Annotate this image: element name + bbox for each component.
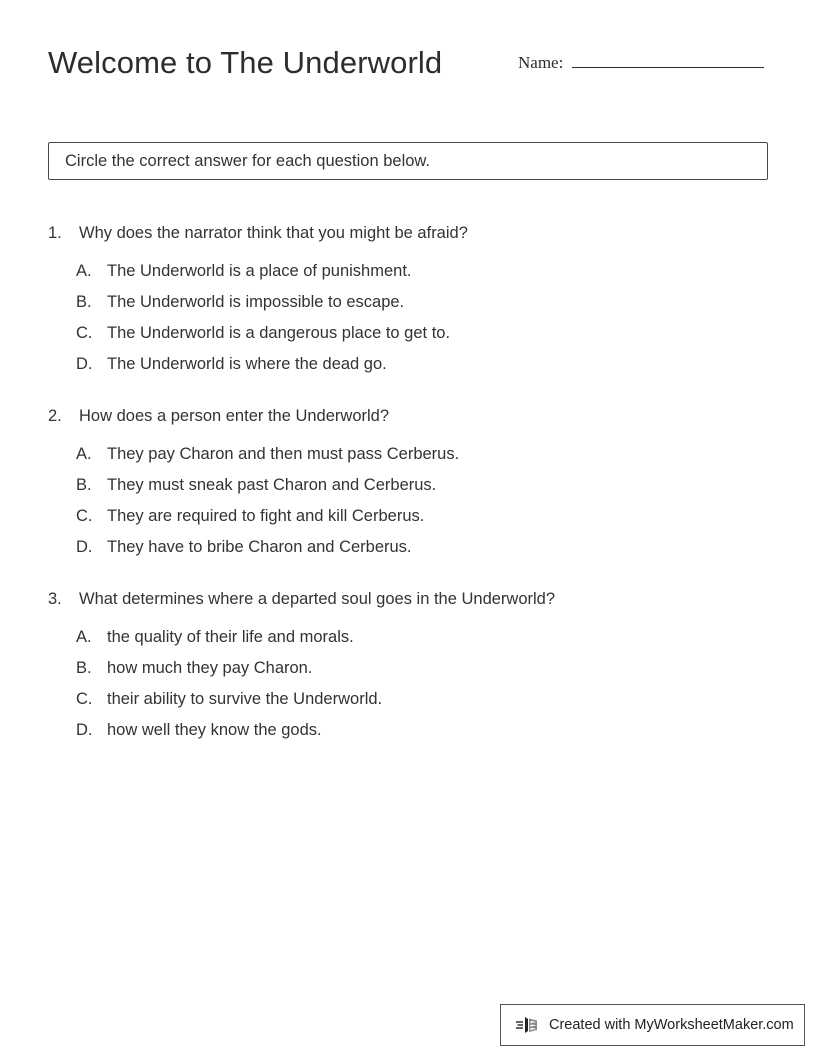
option-letter: C. <box>76 324 93 342</box>
answer-option[interactable] <box>76 442 778 466</box>
worksheet-maker-logo-icon <box>516 1014 540 1036</box>
name-input-line[interactable] <box>572 53 764 68</box>
option-text: They are required to fight and kill Cerberus. <box>107 507 425 525</box>
name-label: Name: <box>518 53 564 72</box>
option-text: They pay Charon and then must pass Cerberus. <box>107 445 460 463</box>
question-row <box>48 403 778 429</box>
worksheet-header <box>48 44 768 92</box>
option-letter: B. <box>76 659 92 677</box>
option-text: They have to bribe Charon and Cerberus. <box>107 538 412 556</box>
answer-option[interactable] <box>76 687 778 711</box>
question-block <box>48 403 778 559</box>
page-title: Welcome to The Underworld <box>48 45 443 80</box>
option-text: They must sneak past Charon and Cerberus. <box>107 476 437 494</box>
worksheet-maker-badge[interactable] <box>500 1004 805 1046</box>
answer-option[interactable] <box>76 656 778 680</box>
option-letter: D. <box>76 538 93 556</box>
option-text: The Underworld is a dangerous place to get to. <box>107 324 451 342</box>
option-text: The Underworld is where the dead go. <box>107 355 387 373</box>
question-row <box>48 586 778 612</box>
question-number: 2. <box>48 407 62 425</box>
option-text: their ability to survive the Underworld. <box>107 690 383 708</box>
questions-list <box>48 220 778 742</box>
answer-option[interactable] <box>76 321 778 345</box>
question-text: What determines where a departed soul goes in the Underworld? <box>79 590 556 608</box>
option-text: how much they pay Charon. <box>107 659 313 677</box>
instruction-text: Circle the correct answer for each question below. <box>65 152 431 170</box>
option-letter: A. <box>76 262 92 280</box>
student-name-field <box>518 52 764 74</box>
option-text: The Underworld is a place of punishment. <box>107 262 412 280</box>
option-text: how well they know the gods. <box>107 721 322 739</box>
question-text: How does a person enter the Underworld? <box>79 407 390 425</box>
option-letter: B. <box>76 476 92 494</box>
answer-option[interactable] <box>76 259 778 283</box>
answer-option[interactable] <box>76 535 778 559</box>
instruction-box <box>48 142 768 180</box>
question-block <box>48 586 778 742</box>
answer-option[interactable] <box>76 352 778 376</box>
answer-option[interactable] <box>76 718 778 742</box>
question-block <box>48 220 778 376</box>
option-letter: C. <box>76 690 93 708</box>
answer-option[interactable] <box>76 625 778 649</box>
option-letter: B. <box>76 293 92 311</box>
option-text: The Underworld is impossible to escape. <box>107 293 405 311</box>
option-letter: A. <box>76 628 92 646</box>
answer-option[interactable] <box>76 290 778 314</box>
question-number: 1. <box>48 224 62 242</box>
option-text: the quality of their life and morals. <box>107 628 354 646</box>
answer-option[interactable] <box>76 473 778 497</box>
option-letter: D. <box>76 355 93 373</box>
option-letter: A. <box>76 445 92 463</box>
option-letter: D. <box>76 721 93 739</box>
question-row <box>48 220 778 246</box>
answer-option[interactable] <box>76 504 778 528</box>
badge-text: Created with MyWorksheetMaker.com <box>549 1017 794 1033</box>
option-letter: C. <box>76 507 93 525</box>
question-text: Why does the narrator think that you might be afraid? <box>79 224 468 242</box>
question-number: 3. <box>48 590 62 608</box>
